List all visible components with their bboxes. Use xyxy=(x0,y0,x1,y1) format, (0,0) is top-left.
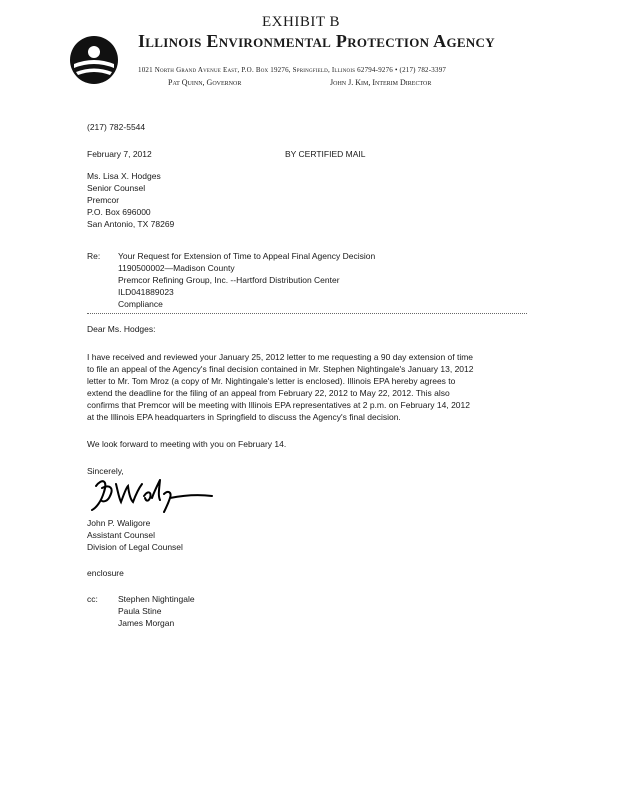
cc-name: Paula Stine xyxy=(118,606,162,616)
divider xyxy=(87,313,527,314)
director-name: John J. Kim, Interim Director xyxy=(330,78,432,87)
recipient-po-box: P.O. Box 696000 xyxy=(87,207,151,217)
enclosure-note: enclosure xyxy=(87,568,124,578)
re-line: 1190500002—Madison County xyxy=(118,263,235,273)
phone-number: (217) 782-5544 xyxy=(87,122,146,132)
letter-date: February 7, 2012 xyxy=(87,149,152,159)
re-label: Re: xyxy=(87,251,101,261)
salutation: Dear Ms. Hodges: xyxy=(87,324,156,334)
governor-name: Pat Quinn, Governor xyxy=(168,78,242,87)
re-line: Compliance xyxy=(118,299,163,309)
cc-name: Stephen Nightingale xyxy=(118,594,195,604)
agency-name: Illinois Environmental Protection Agency xyxy=(138,31,495,51)
signer-division: Division of Legal Counsel xyxy=(87,542,183,552)
body-line: extend the deadline for the filing of an appeal from February 22, 2012 to May 22, 2012. This also xyxy=(87,388,450,398)
cc-label: cc: xyxy=(87,594,98,604)
body-line: to file an appeal of the Agency's final decision contained in Mr. Stephen Nightingale's January 13, 2012 xyxy=(87,364,474,374)
signer-title: Assistant Counsel xyxy=(87,530,156,540)
agency-logo-icon xyxy=(68,34,120,86)
body-line: at the Illinois EPA headquarters in Springfield to discuss the Agency's final decision. xyxy=(87,412,401,422)
recipient-name: Ms. Lisa X. Hodges xyxy=(87,171,161,181)
valediction: Sincerely, xyxy=(87,466,124,476)
recipient-company: Premcor xyxy=(87,195,120,205)
body-line: confirms that Premcor will be meeting with Illinois EPA representatives at 2 p.m. on February 14, 2012 xyxy=(87,400,470,410)
delivery-method: BY CERTIFIED MAIL xyxy=(285,149,366,159)
re-line: ILD041889023 xyxy=(118,287,174,297)
agency-address: 1021 North Grand Avenue East, P.O. Box 19276, Springfield, Illinois 62794-9276 • (217) 782-3397 xyxy=(138,66,447,74)
signature xyxy=(88,474,218,516)
recipient-title: Senior Counsel xyxy=(87,183,146,193)
re-line: Your Request for Extension of Time to Appeal Final Agency Decision xyxy=(118,251,376,261)
signer-name: John P. Waligore xyxy=(87,518,151,528)
re-line: Premcor Refining Group, Inc. --Hartford Distribution Center xyxy=(118,275,340,285)
body-line: I have received and reviewed your January 25, 2012 letter to me requesting a 90 day extension of time xyxy=(87,352,474,362)
cc-name: James Morgan xyxy=(118,618,175,628)
exhibit-label: EXHIBIT B xyxy=(262,14,340,30)
recipient-city: San Antonio, TX 78269 xyxy=(87,219,175,229)
closing-line: We look forward to meeting with you on February 14. xyxy=(87,439,287,449)
body-line: letter to Mr. Tom Mroz (a copy of Mr. Nightingale's letter is enclosed). Illinois EPA hereby agrees to xyxy=(87,376,456,386)
